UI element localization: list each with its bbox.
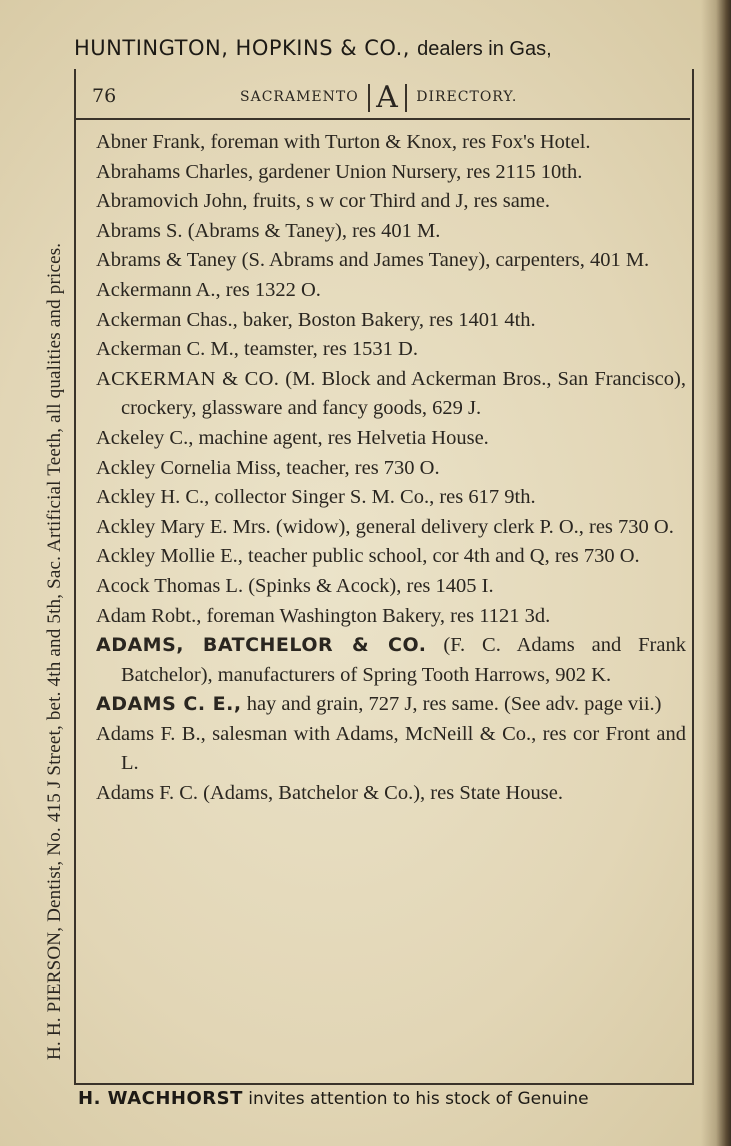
entry-details: teamster, res 1531 D. [238, 338, 418, 361]
entry-details: res 1322 O. [220, 278, 321, 301]
entry-name: Ackerman Chas., [96, 308, 238, 331]
directory-entries [96, 128, 686, 809]
directory-entry [96, 424, 686, 454]
directory-entry [96, 335, 686, 365]
banner-company-name: HUNTINGTON, HOPKINS & CO., [74, 36, 410, 60]
directory-entry [96, 602, 686, 632]
banner-text: dealers in Gas, [417, 38, 552, 60]
running-head-left: SACRAMENTO [240, 89, 359, 105]
entry-details: baker, Boston Bakery, res 1401 4th. [237, 308, 536, 331]
header-rule [74, 118, 690, 120]
directory-entry [96, 306, 686, 336]
section-letter: A [368, 84, 407, 112]
directory-entry [96, 158, 686, 188]
page-number: 76 [92, 85, 117, 107]
side-advertisement: H. H. PIERSON, Dentist, No. 415 J Street, bet. 4th and 5th, Sac. Artificial Teeth, all qualities and prices. [44, 242, 65, 1060]
entry-details: salesman with Adams, McNeill & Co., res cor Front and L. [121, 722, 686, 775]
entry-name: Ackermann A., [96, 278, 221, 301]
page-binding-edge [701, 0, 731, 1146]
directory-entry [96, 187, 686, 217]
entry-name: Ackley Mollie E., [96, 545, 243, 568]
directory-entry [96, 690, 686, 720]
entry-details: fruits, s w cor Third and J, res same. [247, 190, 550, 213]
entry-name: Adam Robt., [96, 604, 202, 627]
directory-entry [96, 483, 686, 513]
entry-details: (Abrams & Taney), res 401 M. [182, 219, 441, 242]
entry-name: Ackley Mary E. Mrs. [96, 515, 271, 538]
directory-entry [96, 720, 686, 779]
directory-entry [96, 631, 686, 690]
directory-entry [96, 542, 686, 572]
running-head-right: DIRECTORY. [416, 89, 518, 105]
entry-name: Abner Frank, [96, 131, 206, 153]
directory-entry [96, 513, 686, 543]
entry-name: Abrahams Charles, [96, 160, 254, 183]
entry-details: (M. Block and Ackerman Bros., San Francisco), crockery, glassware and fancy goods, 629 J. [121, 367, 686, 420]
entry-name: ADAMS, BATCHELOR & CO. [96, 634, 427, 657]
directory-entry [96, 365, 686, 424]
entry-details: teacher, res 730 O. [281, 456, 440, 479]
directory-entry [96, 454, 686, 484]
entry-details: gardener Union Nursery, res 2115 10th. [253, 160, 583, 183]
entry-details: (F. C. Adams and Frank Batchelor), manufacturers of Spring Tooth Harrows, 902 K. [121, 634, 686, 686]
directory-entry [96, 276, 686, 306]
entry-details: hay and grain, 727 J, res same. (See adv. page vii.) [241, 693, 662, 716]
entry-details: (widow), general delivery clerk P. O., res 730 O. [270, 515, 674, 538]
entry-name: Abrams & Taney [96, 249, 237, 272]
entry-details: machine agent, res Helvetia House. [193, 426, 489, 449]
footer-brand: H. WACHHORST [78, 1088, 243, 1109]
directory-entry [96, 246, 686, 276]
entry-name: Ackley Cornelia Miss, [96, 456, 282, 479]
entry-name: Abrams S. [96, 219, 183, 242]
entry-name: Ackley H. C., [96, 486, 210, 509]
entry-details: (Spinks & Acock), res 1405 I. [243, 574, 494, 597]
entry-details: (S. Abrams and James Taney), carpenters, 401 M. [236, 249, 650, 272]
directory-entry [96, 128, 686, 158]
entry-details: collector Singer S. M. Co., res 617 9th. [209, 486, 536, 509]
entry-name: ADAMS C. E., [96, 693, 242, 716]
entry-name: ACKERMAN & CO. [96, 367, 280, 390]
directory-entry [96, 572, 686, 602]
entry-details: foreman Washington Bakery, res 1121 3d. [201, 604, 551, 627]
entry-name: Adams F. B., [96, 722, 206, 745]
footer-text: invites attention to his stock of Genuine [248, 1089, 589, 1109]
entry-name: Abramovich John, [96, 190, 248, 213]
entry-details: teacher public school, cor 4th and Q, res 730 O. [242, 545, 640, 568]
top-advertisement-banner [74, 36, 714, 61]
entry-details: foreman with Turton & Knox, res Fox's Hotel. [205, 131, 591, 153]
bottom-advertisement [78, 1088, 708, 1109]
running-head [240, 80, 518, 115]
directory-entry [96, 217, 686, 247]
entry-name: Ackeley C., [96, 426, 194, 449]
entry-name: Ackerman C. M., [96, 338, 239, 361]
entry-details: (Adams, Batchelor & Co.), res State House. [198, 782, 563, 805]
entry-name: Adams F. C. [96, 782, 199, 805]
entry-name: Acock Thomas L. [96, 574, 244, 597]
directory-entry [96, 779, 686, 809]
